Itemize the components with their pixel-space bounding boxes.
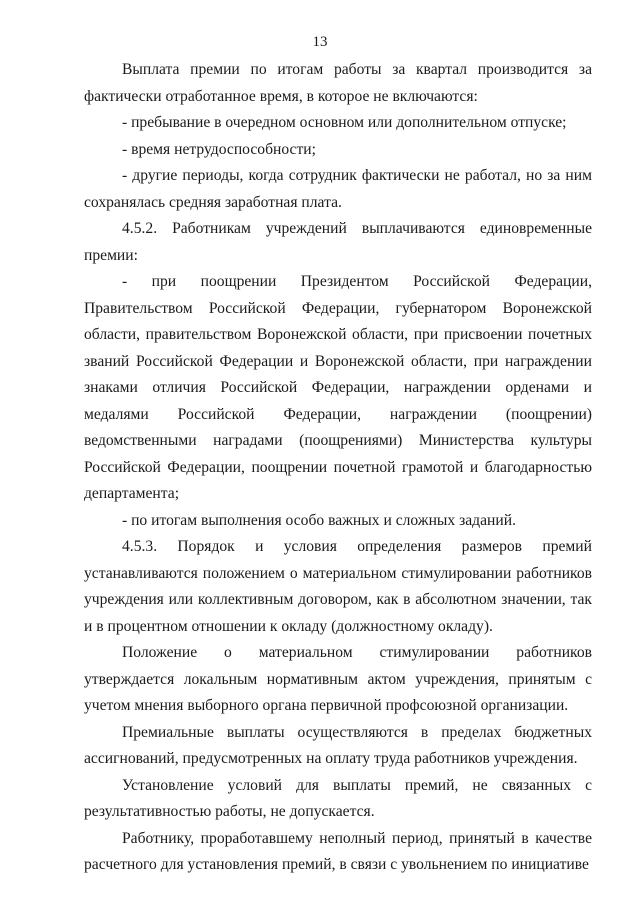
paragraph: Установление условий для выплаты премий, не связанных с результативностью работы, не допускается. — [84, 776, 592, 820]
list-item: - при поощрении Президентом Российской Федерации, Правительством Российской Федерации, губернатором Воронежской области, правительством Воронежской области, при присвоении почетных званий Российской Федерации и Воронежской области, при награждении знаками отличия Российской Федерации, награждении орденами и медалями Российской Федерации, награждении (поощрении) ведомственными наградами (поощрениями) Министерства культуры Российской Федерации, поощрении почетной грамотой и благодарностью департамента; — [84, 273, 592, 502]
paragraph: 4.5.2. Работникам учреждений выплачиваются единовременные премии: — [84, 220, 592, 264]
list-item: - пребывание в очередном основном или дополнительном отпуске; — [122, 114, 567, 131]
paragraph: Положение о материальном стимулировании работников утверждается локальным нормативным актом учреждения, принятым с учетом мнения выборного органа первичной профсоюзной организации. — [84, 644, 592, 714]
paragraph: 4.5.3. Порядок и условия определения размеров премий устанавливаются положением о материальном стимулировании работников учреждения или коллективным договором, как в абсолютном значении, так и в процентном отношении к окладу (должностному окладу). — [84, 538, 592, 635]
paragraph: Премиальные выплаты осуществляются в пределах бюджетных ассигнований, предусмотренных на оплату труда работников учреждения. — [84, 723, 592, 767]
list-item: - время нетрудоспособности; — [122, 140, 316, 158]
page-number: 13 — [312, 34, 328, 50]
document-body — [84, 57, 592, 879]
paragraph: Работнику, проработавшему неполный период, принятый в качестве расчетного для установления премий, в связи с увольнением по инициативе — [84, 829, 592, 873]
list-item: - по итогам выполнения особо важных и сложных заданий. — [122, 511, 516, 529]
paragraph: Выплата премии по итогам работы за квартал производится за фактически отработанное время, в которое не включаются: — [84, 61, 592, 105]
list-item: - другие периоды, когда сотрудник фактически не работал, но за ним сохранялась средняя заработная плата. — [84, 167, 592, 211]
